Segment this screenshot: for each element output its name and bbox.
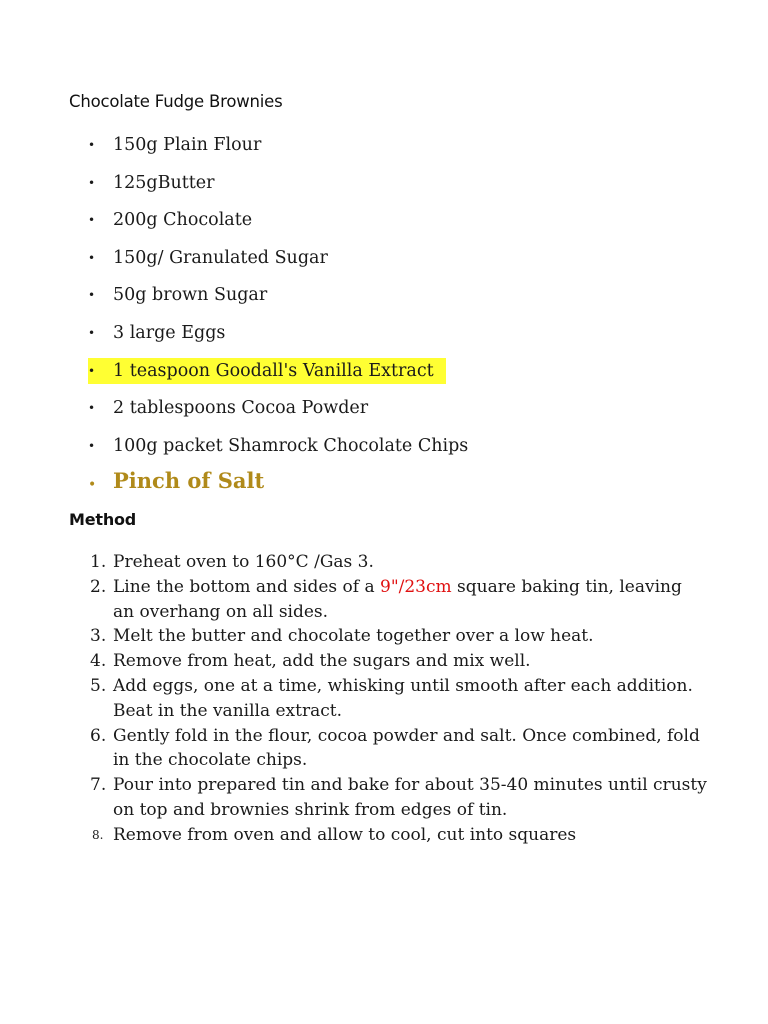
ingredient-text: Pinch of Salt xyxy=(113,468,265,494)
step-text-start: Line the bottom and sides of a xyxy=(113,576,380,597)
step-number: 6. xyxy=(90,725,107,746)
bullet-icon: • xyxy=(88,213,96,228)
step-text: Preheat oven to 160°C /Gas 3. xyxy=(113,552,374,572)
bullet-icon: • xyxy=(88,175,96,190)
method-step xyxy=(88,575,708,625)
ingredient-text: 3 large Eggs xyxy=(113,322,226,343)
step-text: Remove from heat, add the sugars and mix well. xyxy=(113,651,531,672)
bullet-icon: • xyxy=(88,438,96,453)
bullet-icon: • xyxy=(88,250,96,265)
step-number: 3. xyxy=(90,626,107,647)
step-text: Remove from oven and allow to cool, cut into squares xyxy=(113,824,577,845)
ingredient-text: 2 tablespoons Cocoa Powder xyxy=(113,398,369,419)
method-steps xyxy=(88,550,708,848)
method-step xyxy=(88,674,708,724)
bullet-icon: • xyxy=(88,363,96,378)
step-number: 4. xyxy=(90,651,107,672)
method-step xyxy=(88,649,708,674)
ingredient-text: 125gButter xyxy=(113,172,215,193)
ingredient-text: 100g packet Shamrock Chocolate Chips xyxy=(113,435,469,456)
bullet-icon: • xyxy=(88,325,96,340)
ingredient-text: 200g Chocolate xyxy=(113,210,253,231)
method-step xyxy=(88,773,708,823)
step-text: Melt the butter and chocolate together over a low heat. xyxy=(113,626,594,647)
bullet-icon: • xyxy=(88,288,96,303)
method-step xyxy=(88,823,708,848)
step-text: Pour into prepared tin and bake for about 35-40 minutes until crusty on top and brownies shrink from edges of tin. xyxy=(113,775,707,820)
method-heading: Method xyxy=(69,510,137,529)
step-number: 8. xyxy=(92,827,104,842)
ingredient-text: 50g brown Sugar xyxy=(113,285,268,306)
ingredient-text: 150g/ Granulated Sugar xyxy=(113,247,328,268)
step-text-end: square baking tin, leaving an overhang on all sides. xyxy=(113,576,682,622)
step-number: 2. xyxy=(90,576,107,597)
bullet-icon: • xyxy=(88,138,96,152)
step-number: 7. xyxy=(90,775,107,796)
tin-size-highlight: 9"/23cm xyxy=(380,576,452,597)
step-text: Gently fold in the flour, cocoa powder and salt. Once combined, fold in the chocolate chips. xyxy=(113,725,700,771)
step-number: 5. xyxy=(90,675,107,696)
step-number: 1. xyxy=(90,552,107,572)
bullet-icon: • xyxy=(88,401,96,416)
method-step xyxy=(88,724,708,774)
method-step xyxy=(88,550,708,575)
recipe-title: Chocolate Fudge Brownies xyxy=(69,92,283,111)
ingredient-text: 1 teaspoon Goodall's Vanilla Extract xyxy=(113,358,434,384)
ingredient-text: 150g Plain Flour xyxy=(113,135,262,155)
method-step xyxy=(88,624,708,649)
bullet-icon: • xyxy=(88,477,97,494)
step-text: Add eggs, one at a time, whisking until smooth after each addition. Beat in the vanilla extract. xyxy=(113,675,693,721)
